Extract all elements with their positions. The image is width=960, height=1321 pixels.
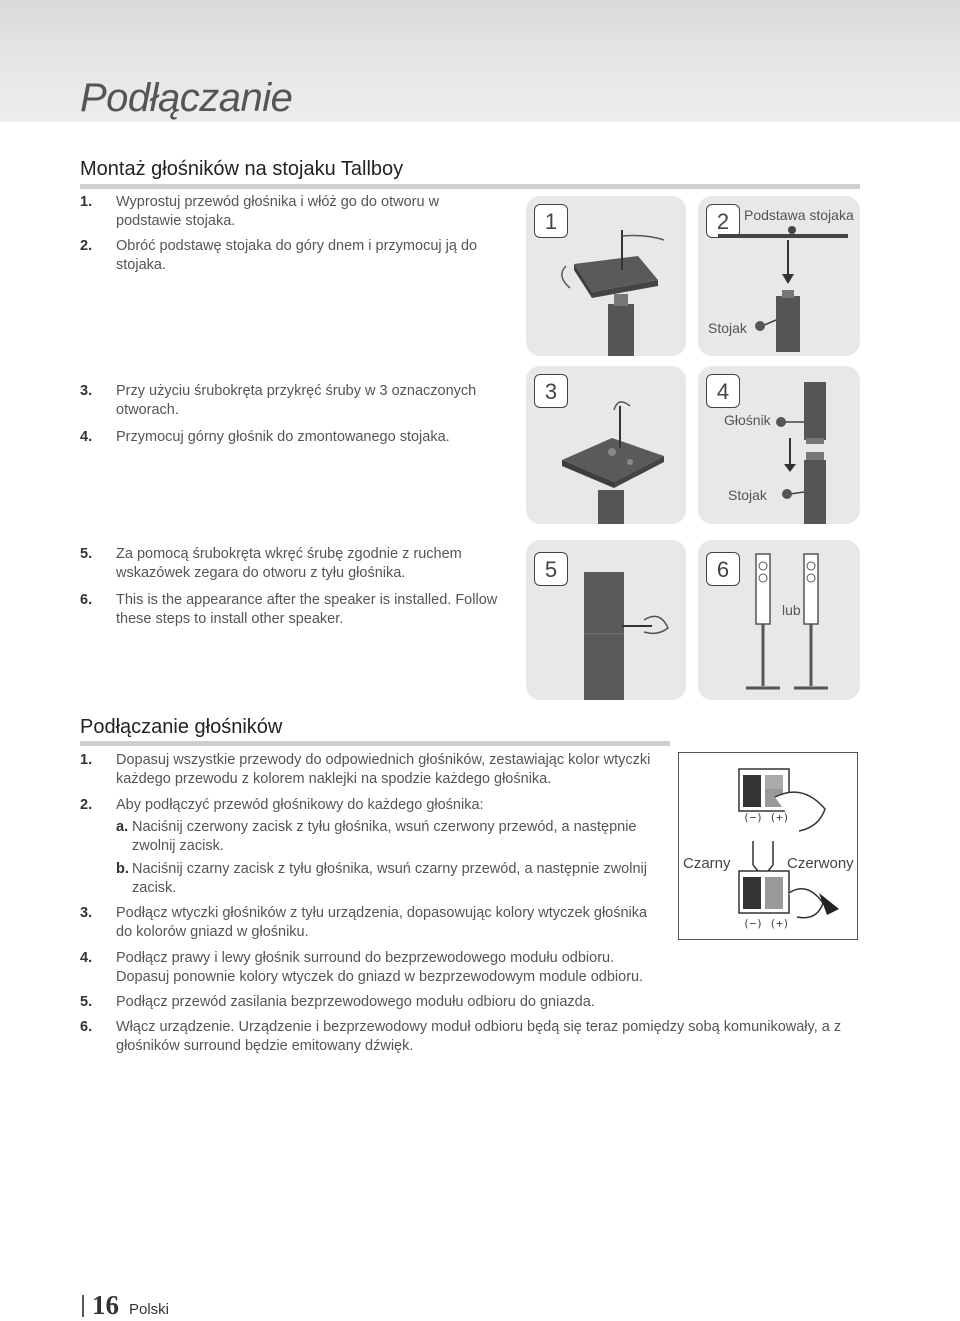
tallboy-step-5: [80, 545, 520, 585]
illustration-panel-3: [526, 366, 686, 524]
tallboy-step-1: [80, 193, 500, 233]
step-badge: 3: [534, 374, 568, 408]
label-stand-base: Podstawa stojaka: [744, 207, 854, 223]
illustration-panel-2: [698, 196, 860, 356]
screw-speaker-illustration: [526, 540, 686, 700]
step-text: Przymocuj górny głośnik do zmontowanego stojaka.: [116, 429, 450, 445]
connect-step-5: [80, 993, 680, 1013]
step-number: 6.: [80, 1019, 93, 1035]
speaker-mount-illustration: [698, 366, 860, 524]
step-badge: 6: [706, 552, 740, 586]
step-badge: 2: [706, 204, 740, 238]
label-or: lub: [782, 602, 801, 618]
section-rule: [80, 741, 670, 746]
step-badge: 5: [534, 552, 568, 586]
tallboy-step-3: [80, 382, 500, 422]
footer-language: Polski: [129, 1301, 170, 1318]
step-badge: 4: [706, 374, 740, 408]
footer-divider: [82, 1295, 84, 1317]
page-number: 16: [92, 1290, 119, 1320]
step-text: Za pomocą śrubokręta wkręć śrubę zgodnie z ruchem wskazówek zegara do otworu z tyłu głośnika.: [116, 546, 462, 581]
step-number: 2.: [80, 797, 93, 813]
step-number: 3.: [80, 905, 93, 921]
illustration-panel-4: [698, 366, 860, 524]
connect-step-1: [80, 751, 670, 791]
step-badge: 1: [534, 204, 568, 238]
step-text: Wyprostuj przewód głośnika i włóż go do otworu w podstawie stojaka.: [116, 194, 440, 229]
step-letter: b.: [116, 861, 129, 877]
connect-step-4: [80, 949, 680, 989]
label-pointer-dot: [755, 321, 765, 331]
step-number: 1.: [80, 194, 93, 210]
page-title: Podłączanie: [80, 76, 293, 120]
step-text: Naciśnij czarny zacisk z tyłu głośnika, wsuń czarny przewód, a następnie zwolnij zacisk.: [132, 861, 647, 896]
label-stand: Stojak: [708, 320, 747, 336]
step-text: Dopasuj wszystkie przewody do odpowiednich głośników, zestawiając kolor wtyczki każdego przewodu z kolorem naklejki na spodzie każdego głośnika.: [116, 752, 651, 787]
step-text: Aby podłączyć przewód głośnikowy do każdego głośnika:: [116, 797, 484, 813]
stand-assembly-illustration: [698, 196, 860, 356]
connect-step-6: [80, 1018, 870, 1058]
stand-base-illustration: [526, 196, 686, 356]
section-rule: [80, 184, 860, 189]
step-text: Obróć podstawę stojaka do góry dnem i przymocuj ją do stojaka.: [116, 238, 478, 273]
finished-speakers-illustration: [698, 540, 860, 700]
step-number: 3.: [80, 383, 93, 399]
tallboy-step-4: [80, 428, 500, 448]
step-number: 1.: [80, 752, 93, 768]
step-text: Podłącz prawy i lewy głośnik surround do bezprzewodowego modułu odbioru. Dopasuj ponownie kolory wtyczek do gniazd w bezprzewodowym module odbioru.: [116, 950, 644, 985]
connect-step-2b: [116, 860, 676, 900]
connect-step-2a: [116, 818, 676, 858]
screw-base-illustration: [526, 366, 686, 524]
step-text: Włącz urządzenie. Urządzenie i bezprzewodowy moduł odbioru będą się teraz pomiędzy sobą komunikowały, a z głośników surround będzie emitowany dźwięk.: [116, 1019, 842, 1054]
section-heading-speaker-connection: Podłączanie głośników: [80, 716, 283, 738]
polarity-label-bottom: (−) (+): [743, 917, 790, 930]
label-black: Czarny: [683, 855, 731, 872]
step-text: Podłącz wtyczki głośników z tyłu urządzenia, dopasowując kolory wtyczek głośnika do kolorów gniazd w głośniku.: [116, 905, 648, 940]
terminal-diagram: [678, 752, 858, 940]
label-speaker: Głośnik: [724, 412, 771, 428]
tallboy-step-2: [80, 237, 500, 277]
step-number: 4.: [80, 429, 93, 445]
step-number: 4.: [80, 950, 93, 966]
label-pointer-dot: [782, 489, 792, 499]
terminal-illustration: [679, 753, 859, 941]
step-number: 5.: [80, 546, 93, 562]
illustration-panel-1: [526, 196, 686, 356]
step-number: 6.: [80, 592, 93, 608]
label-pointer-dot: [776, 417, 786, 427]
step-text: Naciśnij czerwony zacisk z tyłu głośnika, wsuń czerwony przewód, a następnie zwolnij zacisk.: [132, 819, 637, 854]
connect-step-2: [80, 796, 670, 816]
polarity-label-top: (−) (+): [743, 811, 790, 824]
section-heading-tallboy: Montaż głośników na stojaku Tallboy: [80, 158, 404, 180]
label-stand: Stojak: [728, 487, 767, 503]
illustration-panel-5: [526, 540, 686, 700]
step-number: 2.: [80, 238, 93, 254]
step-number: 5.: [80, 994, 93, 1010]
step-text: Podłącz przewód zasilania bezprzewodowego modułu odbioru do gniazda.: [116, 994, 595, 1010]
tallboy-step-6: [80, 591, 520, 631]
label-red: Czerwony: [787, 855, 854, 872]
illustration-panel-6: [698, 540, 860, 700]
step-text: Przy użyciu śrubokręta przykręć śruby w 3 oznaczonych otworach.: [116, 383, 477, 418]
step-text: This is the appearance after the speaker is installed. Follow these steps to install other speaker.: [116, 592, 498, 627]
step-letter: a.: [116, 819, 129, 835]
connect-step-3: [80, 904, 670, 944]
